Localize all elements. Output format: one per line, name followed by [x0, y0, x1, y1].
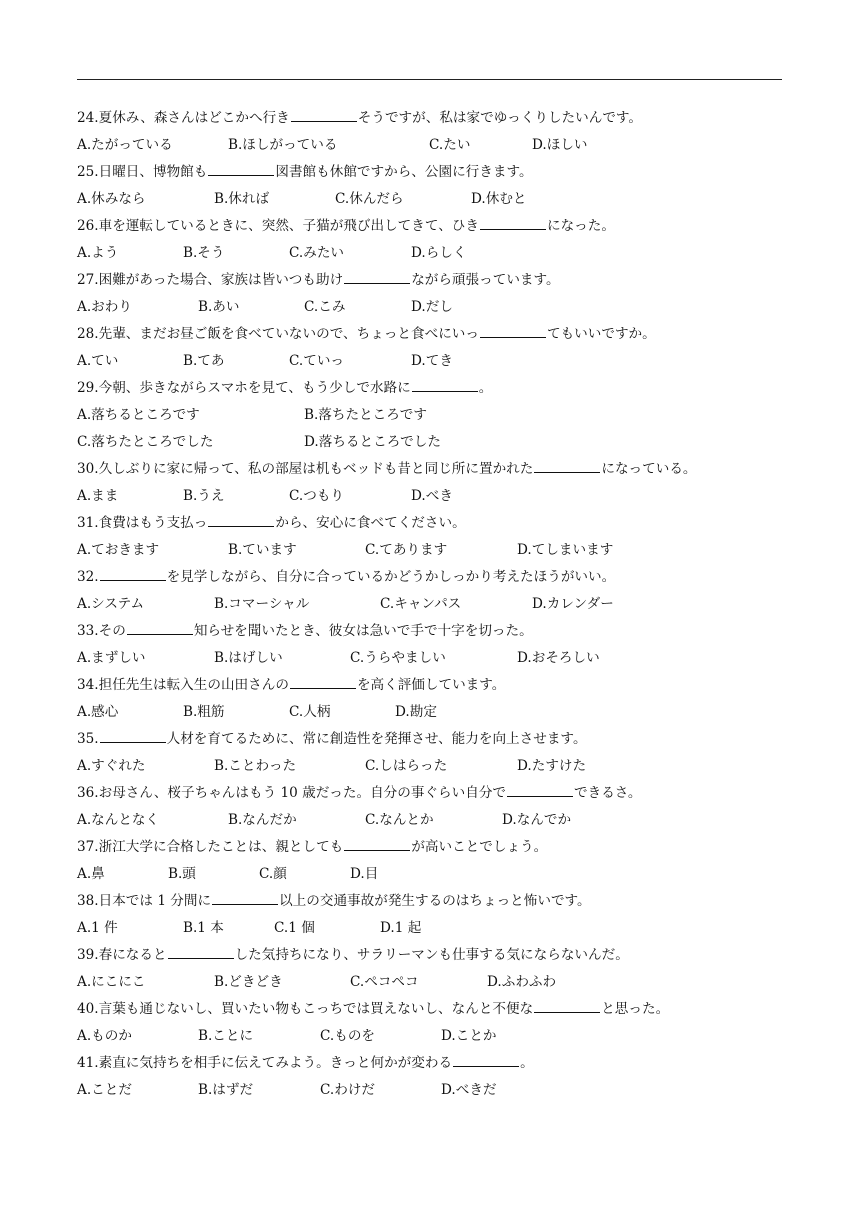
options-39 — [77, 969, 782, 996]
answer-blank — [480, 215, 546, 230]
option-c: C.たい — [429, 137, 471, 153]
question-37: 37.浙江大学に合格したことは、親としても が高いことでしょう。 — [77, 834, 782, 861]
option-a: A.休みなら — [77, 191, 146, 207]
option-b: B.頭 — [168, 866, 196, 882]
question-24: 24.夏休み、森さんはどこかへ行き そうですが、私は家でゆっくりしたいんです。 — [77, 105, 782, 132]
option-d: D.勘定 — [395, 704, 437, 720]
option-d: D.てき — [411, 353, 453, 369]
option-c: C.休んだら — [335, 191, 404, 207]
option-c: C.わけだ — [320, 1082, 376, 1098]
option-c: C.しはらった — [365, 758, 448, 774]
options-26 — [77, 240, 782, 267]
answer-blank — [208, 161, 274, 176]
answer-blank — [291, 107, 357, 122]
option-a: A.たがっている — [77, 137, 173, 153]
answer-blank — [453, 1052, 519, 1067]
option-c: C.つもり — [289, 488, 345, 504]
option-d: D.なんでか — [502, 812, 572, 828]
option-d: D.てしまいます — [517, 542, 614, 558]
options-27 — [77, 294, 782, 321]
option-a: A.1 件 — [77, 920, 118, 936]
option-d: D.目 — [350, 866, 379, 882]
option-d: D.1 起 — [380, 920, 422, 936]
option-b: B.あい — [198, 299, 240, 315]
option-a: A.感心 — [77, 704, 119, 720]
option-c: C.1 個 — [274, 920, 315, 936]
option-d: D.だし — [411, 299, 453, 315]
options-36 — [77, 807, 782, 834]
question-list — [77, 105, 782, 1104]
answer-blank — [168, 944, 234, 959]
question-26: 26.車を運転しているときに、突然、子猫が飛び出してきて、ひき になった。 — [77, 213, 782, 240]
options-29a — [77, 402, 782, 429]
option-d: D.ふわふわ — [487, 974, 557, 990]
option-a: A.おわり — [77, 299, 132, 315]
option-b: B.どきどき — [214, 974, 283, 990]
option-a: A.よう — [77, 245, 119, 261]
answer-blank — [290, 674, 356, 689]
option-b: B.なんだか — [228, 812, 297, 828]
option-b: B.ています — [228, 542, 297, 558]
option-b: B.はげしい — [214, 650, 283, 666]
option-a: A.ておきます — [77, 542, 160, 558]
option-b: B.てあ — [183, 353, 225, 369]
option-d: D.らしく — [411, 245, 467, 261]
options-38 — [77, 915, 782, 942]
option-c: C.こみ — [304, 299, 346, 315]
options-33 — [77, 645, 782, 672]
question-28: 28.先輩、まだお昼ご飯を食べていないので、ちょっと食べにいっ てもいいですか。 — [77, 321, 782, 348]
answer-blank — [480, 323, 546, 338]
question-36: 36.お母さん、桜子ちゃんはもう 10 歳だった。自分の事ぐらい自分で できるさ。 — [77, 780, 782, 807]
answer-blank — [534, 458, 600, 473]
option-c: C.なんとか — [365, 812, 434, 828]
options-40 — [77, 1023, 782, 1050]
option-b: B.休れば — [214, 191, 270, 207]
option-d: D.ことか — [441, 1028, 497, 1044]
option-b: B.うえ — [183, 488, 225, 504]
option-a: A.落ちるところです — [77, 407, 200, 423]
option-d: D.べきだ — [441, 1082, 497, 1098]
answer-blank — [208, 512, 274, 527]
answer-blank — [507, 782, 573, 797]
question-27: 27.困難があった場合、家族は皆いつも助け ながら頑張っています。 — [77, 267, 782, 294]
question-31: 31.食費はもう支払っ から、安心に食べてください。 — [77, 510, 782, 537]
option-b: B.落ちたところです — [304, 407, 427, 423]
options-24 — [77, 132, 782, 159]
answer-blank — [412, 377, 478, 392]
option-c: C.落ちたところでした — [77, 434, 214, 450]
option-b: B.ことに — [198, 1028, 254, 1044]
option-a: A.すぐれた — [77, 758, 146, 774]
answer-blank — [534, 998, 600, 1013]
question-33: 33.その 知らせを聞いたとき、彼女は急いで手で十字を切った。 — [77, 618, 782, 645]
question-40: 40.言葉も通じないし、買いたい物もこっちでは買えないし、なんと不便な と思った。 — [77, 996, 782, 1023]
question-30: 30.久しぶりに家に帰って、私の部屋は机もベッドも昔と同じ所に置かれた になっている。 — [77, 456, 782, 483]
option-d: D.ほしい — [532, 137, 588, 153]
option-a: A.てい — [77, 353, 119, 369]
option-a: A.まま — [77, 488, 119, 504]
option-d: D.休むと — [471, 191, 527, 207]
option-b: B.コマーシャル — [214, 596, 310, 612]
question-38: 38.日本では 1 分間に 以上の交通事故が発生するのはちょっと怖いです。 — [77, 888, 782, 915]
option-b: B.はずだ — [198, 1082, 254, 1098]
question-25: 25.日曜日、博物館も 図書館も休館ですから、公園に行きます。 — [77, 159, 782, 186]
option-c: C.顔 — [259, 866, 287, 882]
option-c: C.ペコペコ — [350, 974, 419, 990]
answer-blank — [100, 566, 166, 581]
answer-blank — [344, 836, 410, 851]
options-34 — [77, 699, 782, 726]
option-c: C.てあります — [365, 542, 448, 558]
answer-blank — [212, 890, 278, 905]
question-39: 39.春になると した気持ちになり、サラリーマンも仕事する気にならないんだ。 — [77, 942, 782, 969]
option-b: B.そう — [183, 245, 225, 261]
options-35 — [77, 753, 782, 780]
option-d: D.べき — [411, 488, 453, 504]
option-d: D.落ちるところでした — [304, 434, 441, 450]
option-a: A.ものか — [77, 1028, 132, 1044]
option-c: C.うらやましい — [350, 650, 446, 666]
question-32: 32. を見学しながら、自分に合っているかどうかしっかり考えたほうがいい。 — [77, 564, 782, 591]
option-b: B.1 本 — [183, 920, 224, 936]
option-a: A.まずしい — [77, 650, 146, 666]
option-a: A.にこにこ — [77, 974, 146, 990]
option-c: C.ていっ — [289, 353, 345, 369]
question-35: 35. 人材を育てるために、常に創造性を発揮させ、能力を向上させます。 — [77, 726, 782, 753]
options-37 — [77, 861, 782, 888]
option-d: D.おそろしい — [517, 650, 600, 666]
answer-blank — [100, 728, 166, 743]
option-c: C.みたい — [289, 245, 345, 261]
options-31 — [77, 537, 782, 564]
header-rule — [77, 79, 782, 80]
option-a: A.なんとなく — [77, 812, 160, 828]
option-d: D.たすけた — [517, 758, 587, 774]
options-32 — [77, 591, 782, 618]
option-b: B.ほしがっている — [228, 137, 338, 153]
options-29b — [77, 429, 782, 456]
option-a: A.ことだ — [77, 1082, 132, 1098]
question-41: 41.素直に気持ちを相手に伝えてみよう。きっと何かが変わる 。 — [77, 1050, 782, 1077]
option-b: B.粗筋 — [183, 704, 225, 720]
options-41 — [77, 1077, 782, 1104]
option-d: D.カレンダー — [532, 596, 614, 612]
answer-blank — [127, 620, 193, 635]
option-c: C.ものを — [320, 1028, 376, 1044]
option-b: B.ことわった — [214, 758, 297, 774]
option-a: A.鼻 — [77, 866, 105, 882]
question-34: 34.担任先生は転入生の山田さんの を高く評価しています。 — [77, 672, 782, 699]
answer-blank — [344, 269, 410, 284]
option-c: C.人柄 — [289, 704, 331, 720]
options-28 — [77, 348, 782, 375]
question-29: 29.今朝、歩きながらスマホを見て、もう少しで水路に 。 — [77, 375, 782, 402]
options-30 — [77, 483, 782, 510]
options-25 — [77, 186, 782, 213]
option-a: A.システム — [77, 596, 145, 612]
option-c: C.キャンパス — [380, 596, 462, 612]
